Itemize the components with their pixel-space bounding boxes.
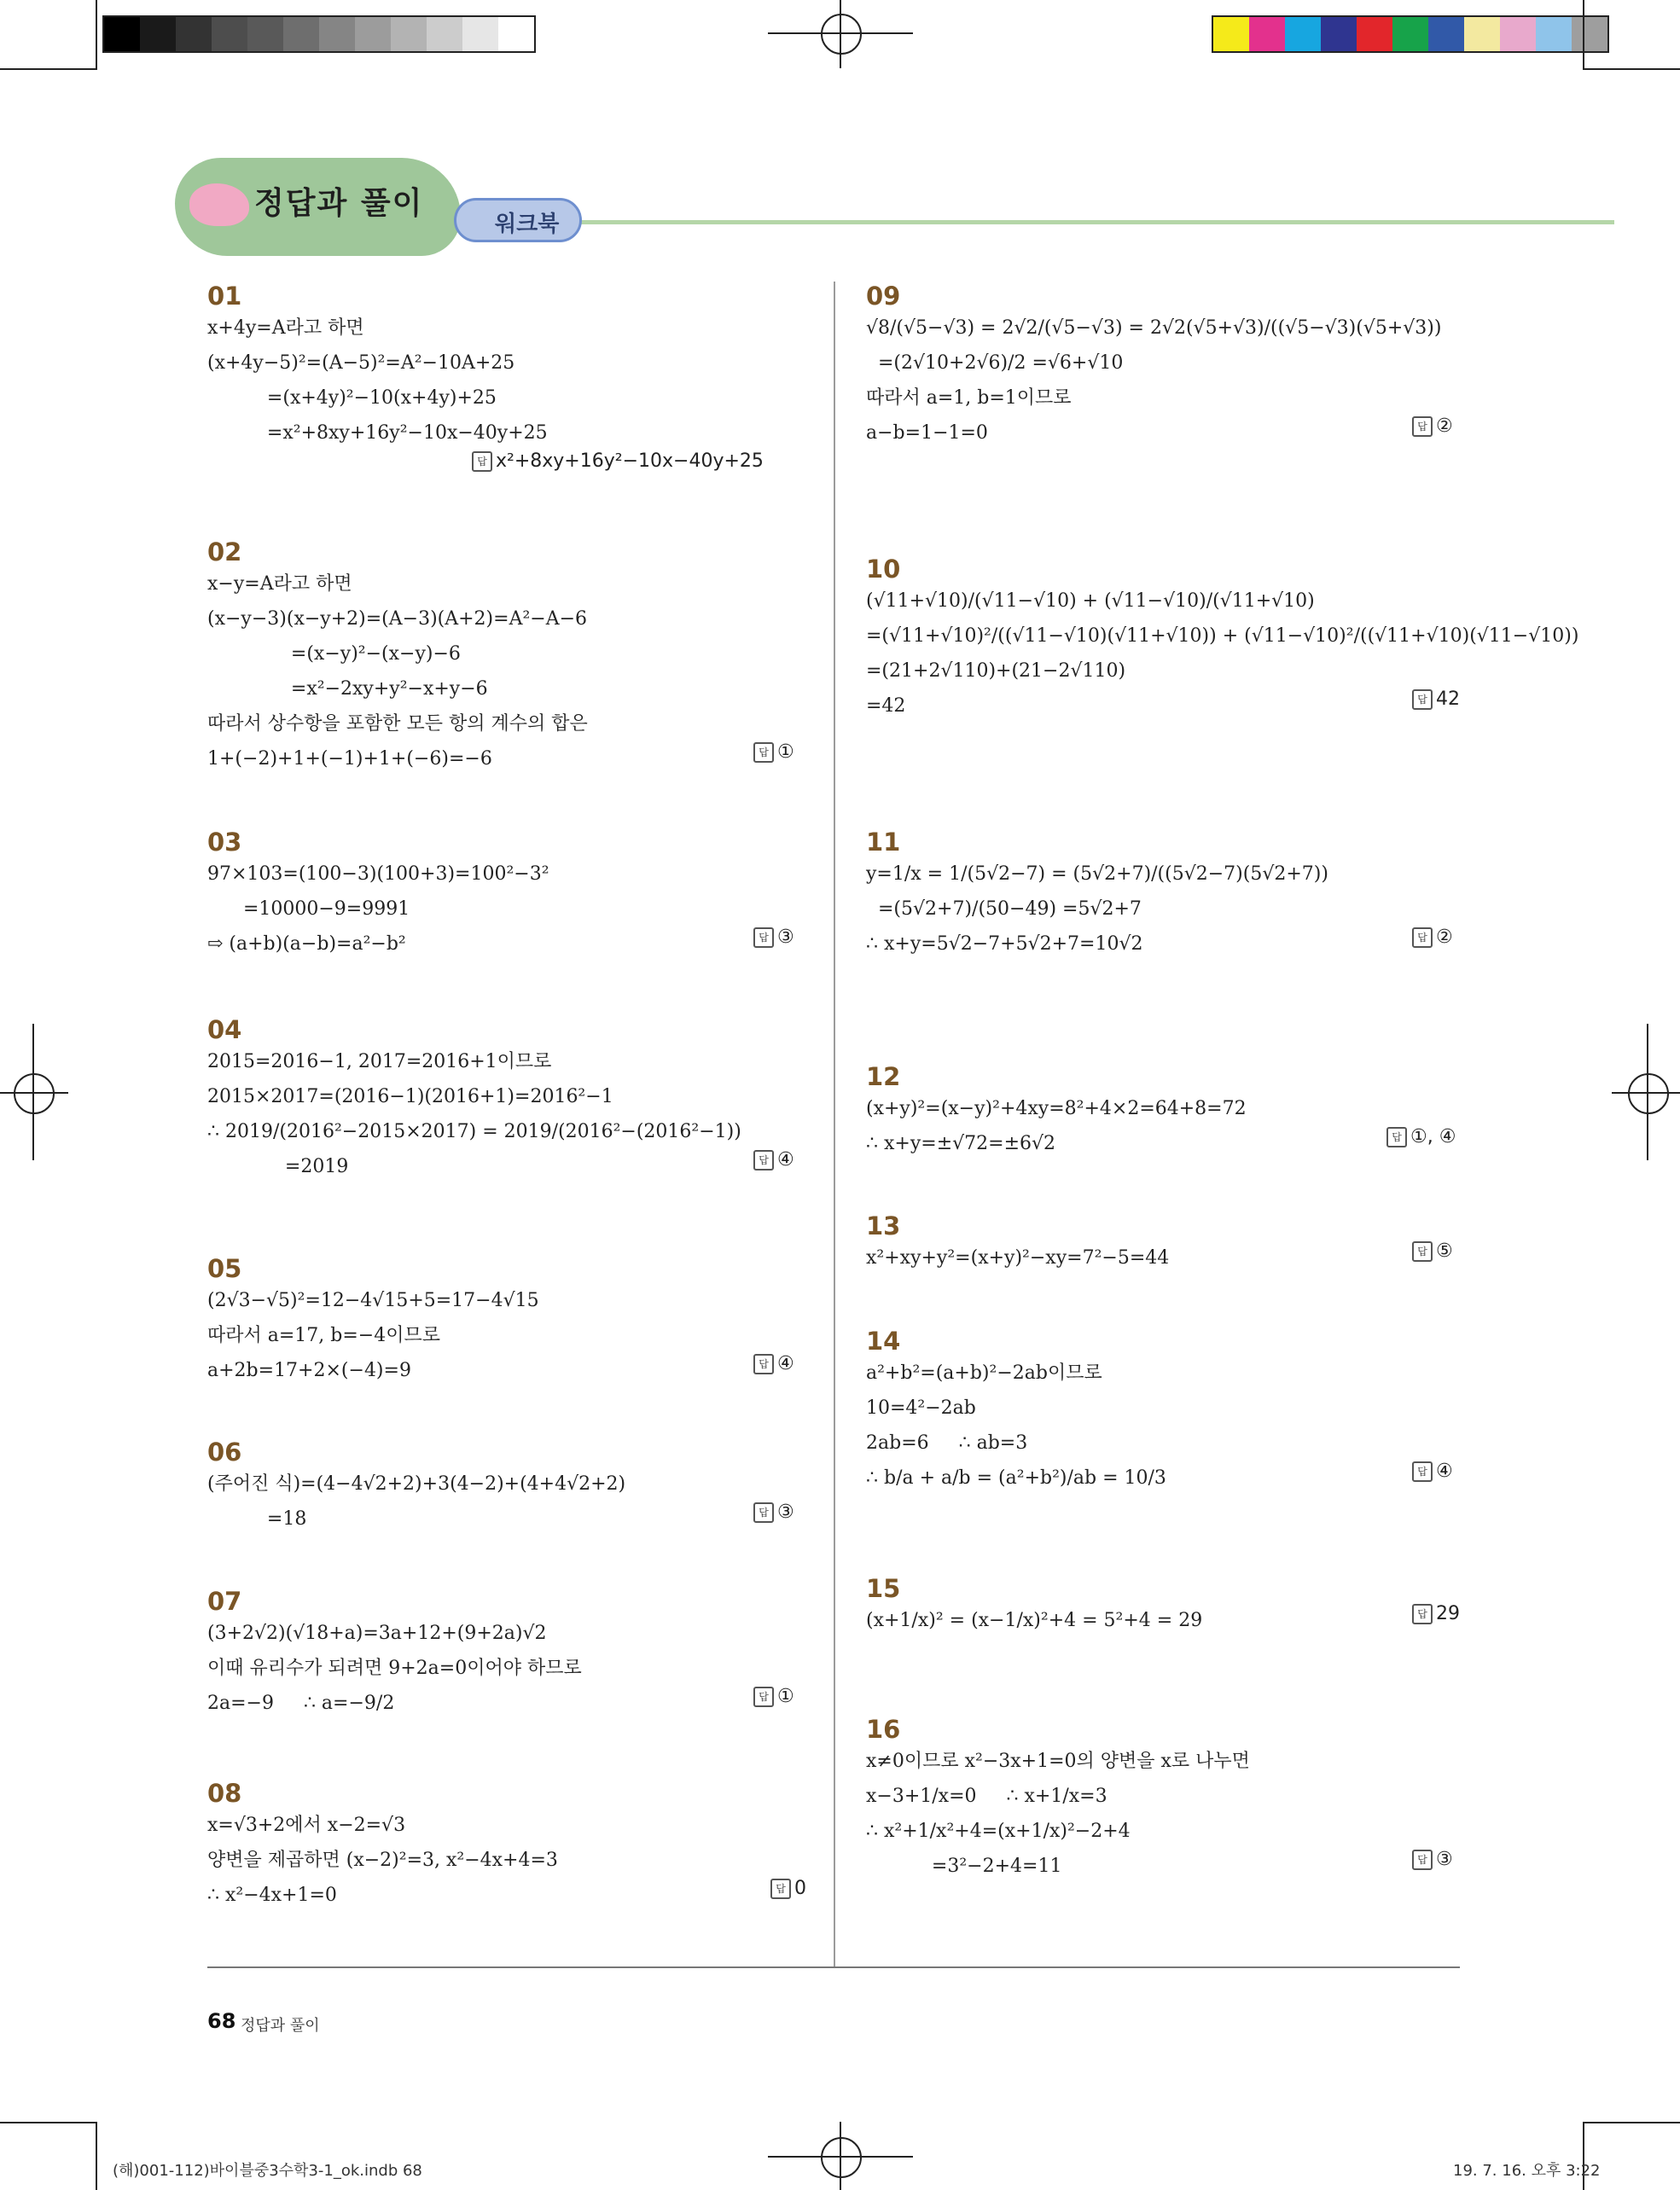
- answer: 답 ①: [753, 741, 794, 763]
- whale-mascot-icon: [189, 183, 249, 226]
- answer: 답 0: [770, 1878, 806, 1899]
- solution-line: ∴ x²−4x+1=0: [207, 1885, 337, 1906]
- calibration-swatch: [1464, 17, 1500, 51]
- problem-13: [866, 1211, 1453, 1275]
- registration-line: [1612, 1092, 1680, 1094]
- solution-line: a−b=1−1=0: [866, 422, 988, 444]
- problem-06: [207, 1438, 794, 1536]
- solution-line: y=1/x = 1/(5√2−7) = (5√2+7)/((5√2−7)(5√2+7)): [866, 863, 1328, 885]
- solution-lines: [207, 1044, 741, 1184]
- column-divider: [834, 282, 835, 1966]
- answer-mark-icon: 답: [1412, 927, 1433, 948]
- solution-line: a+2b=17+2×(−4)=9: [207, 1360, 411, 1381]
- problem-number: 03: [207, 828, 242, 857]
- problem-07: [207, 1587, 794, 1721]
- answer-mark-icon: 답: [1412, 1241, 1433, 1262]
- solution-line: =(x−y)²−(x−y)−6: [207, 643, 461, 665]
- answer: 답 ③: [753, 1502, 794, 1523]
- crop-mark: [96, 2122, 97, 2190]
- solution-line: ⇨ (a+b)(a−b)=a²−b²: [207, 933, 406, 955]
- calibration-swatch: [247, 17, 283, 51]
- solution-line: a²+b²=(a+b)²−2ab이므로: [866, 1362, 1102, 1384]
- solution-line: ∴ x²+1/x²+4=(x+1/x)²−2+4: [866, 1821, 1131, 1842]
- calibration-swatch: [1392, 17, 1428, 51]
- solution-line: =42: [866, 695, 906, 717]
- answer: 답 29: [1412, 1603, 1460, 1624]
- answer-mark-icon: 답: [753, 1687, 774, 1707]
- problem-08: [207, 1779, 806, 1913]
- solution-line: 따라서 상수항을 포함한 모든 항의 계수의 합은: [207, 713, 588, 735]
- solution-line: =(x+4y)²−10(x+4y)+25: [207, 387, 497, 409]
- answer-mark-icon: 답: [1412, 1850, 1433, 1870]
- solution-line: =2019: [207, 1156, 349, 1177]
- problem-01: [207, 282, 764, 472]
- problem-number: 10: [866, 555, 901, 584]
- problem-number: 01: [207, 282, 242, 311]
- calibration-swatch: [140, 17, 176, 51]
- answer: 답 ③: [1412, 1849, 1453, 1870]
- calibration-swatch: [283, 17, 319, 51]
- solution-line: x−3+1/x=0 ∴ x+1/x=3: [866, 1786, 1107, 1807]
- registration-mark: [821, 2137, 862, 2178]
- registration-mark: [821, 14, 862, 55]
- answer-mark-icon: 답: [753, 1150, 774, 1171]
- solution-line: =18: [207, 1508, 307, 1530]
- solution-lines: [866, 1240, 1169, 1275]
- solution-line: x=√3+2에서 x−2=√3: [207, 1815, 406, 1836]
- page-label: 정답과 풀이: [241, 2017, 320, 2035]
- problem-number: 13: [866, 1211, 901, 1240]
- calibration-swatch: [498, 17, 534, 51]
- solution-line: 97×103=(100−3)(100+3)=100²−3²: [207, 863, 549, 885]
- solution-lines: [866, 857, 1328, 961]
- solution-line: =10000−9=9991: [207, 898, 410, 920]
- crop-mark: [0, 2122, 96, 2123]
- solution-lines: [207, 566, 588, 776]
- calibration-swatch: [462, 17, 498, 51]
- answer: 답 ④: [1412, 1461, 1453, 1482]
- print-slug-date: 19. 7. 16. 오후 3:22: [1453, 2162, 1601, 2180]
- solution-lines: [207, 1283, 539, 1388]
- problem-number: 09: [866, 282, 901, 311]
- problem-number: 05: [207, 1254, 242, 1283]
- page-title: 정답과 풀이: [254, 186, 424, 221]
- solution-line: =x²+8xy+16y²−10x−40y+25: [207, 422, 548, 444]
- problem-15: [866, 1574, 1460, 1638]
- crop-mark: [1583, 0, 1584, 70]
- answer: 답 ①: [753, 1686, 794, 1707]
- calibration-swatch: [355, 17, 391, 51]
- problem-02: [207, 537, 794, 776]
- answer-mark-icon: 답: [1412, 1461, 1433, 1482]
- answer: 답 ③: [753, 927, 794, 948]
- answer: 답 ①, ④: [1386, 1126, 1456, 1147]
- answer-mark-icon: 답: [753, 1502, 774, 1523]
- solution-lines: [207, 1467, 625, 1536]
- problem-number: 12: [866, 1062, 901, 1091]
- registration-mark: [1628, 1073, 1669, 1114]
- problem-number: 07: [207, 1587, 242, 1616]
- solution-lines: [207, 311, 548, 450]
- answer-mark-icon: 답: [753, 927, 774, 948]
- problem-03: [207, 828, 794, 961]
- solution-line: 2015=2016−1, 2017=2016+1이므로: [207, 1051, 552, 1072]
- problem-05: [207, 1254, 794, 1388]
- solution-lines: [866, 311, 1441, 450]
- crop-mark: [96, 0, 97, 70]
- answer-mark-icon: 답: [753, 742, 774, 763]
- solution-lines: [207, 857, 549, 961]
- registration-line: [768, 2156, 913, 2158]
- calibration-swatch: [1572, 17, 1607, 51]
- calibration-swatch: [319, 17, 355, 51]
- solution-line: 따라서 a=1, b=1이므로: [866, 387, 1072, 409]
- calibration-swatch: [1321, 17, 1357, 51]
- registration-line: [840, 0, 841, 68]
- answer: 답 42: [1412, 688, 1460, 710]
- color-calibration-bar: [1212, 15, 1609, 53]
- problem-04: [207, 1015, 794, 1184]
- answer-mark-icon: 답: [770, 1879, 791, 1899]
- solution-line: =(√11+√10)²/((√11−√10)(√11+√10)) + (√11−√10)²/((√11+√10)(√11−√10)): [866, 625, 1579, 647]
- answer: 답 ④: [753, 1353, 794, 1374]
- solution-line: (x+4y−5)²=(A−5)²=A²−10A+25: [207, 352, 515, 374]
- problem-number: 14: [866, 1327, 901, 1356]
- footer-rule: [207, 1966, 1460, 1968]
- calibration-swatch: [1500, 17, 1536, 51]
- calibration-swatch: [391, 17, 427, 51]
- registration-mark: [14, 1073, 55, 1114]
- solution-line: 따라서 a=17, b=−4이므로: [207, 1325, 440, 1346]
- solution-lines: [207, 1808, 558, 1913]
- solution-line: 2ab=6 ∴ ab=3: [866, 1432, 1028, 1454]
- print-slug-file: (해)001-112)바이블중3수학3-1_ok.indb 68: [113, 2162, 422, 2180]
- problem-number: 16: [866, 1715, 901, 1744]
- problem-number: 06: [207, 1438, 242, 1467]
- solution-line: x≠0이므로 x²−3x+1=0의 양변을 x로 나누면: [866, 1751, 1250, 1772]
- solution-lines: [866, 1356, 1166, 1496]
- problem-09: [866, 282, 1453, 450]
- solution-line: (x−y−3)(x−y+2)=(A−3)(A+2)=A²−A−6: [207, 608, 588, 630]
- calibration-swatch: [1428, 17, 1464, 51]
- solution-line: √8/(√5−√3) = 2√2/(√5−√3) = 2√2(√5+√3)/((√5−√3)(√5+√3)): [866, 317, 1442, 339]
- solution-line: =3²−2+4=11: [866, 1856, 1062, 1877]
- calibration-swatch: [1249, 17, 1285, 51]
- problem-number: 02: [207, 537, 242, 566]
- solution-line: =(2√10+2√6)/2 =√6+√10: [866, 352, 1124, 374]
- problem-number: 08: [207, 1779, 242, 1808]
- solution-line: ∴ b/a + a/b = (a²+b²)/ab = 10/3: [866, 1467, 1166, 1489]
- solution-line: ∴ x+y=±√72=±6√2: [866, 1133, 1056, 1154]
- answer-mark-icon: 답: [1412, 416, 1433, 437]
- answer-mark-icon: 답: [753, 1354, 774, 1374]
- answer: 답 ②: [1412, 415, 1453, 437]
- solution-line: x−y=A라고 하면: [207, 573, 352, 595]
- calibration-swatch: [1285, 17, 1321, 51]
- solution-line: 10=4²−2ab: [866, 1397, 976, 1419]
- solution-line: (x+1/x)² = (x−1/x)²+4 = 5²+4 = 29: [866, 1610, 1203, 1631]
- answer-mark-icon: 답: [472, 451, 492, 472]
- header-rule: [580, 220, 1614, 224]
- problem-14: [866, 1327, 1453, 1496]
- solution-line: (2√3−√5)²=12−4√15+5=17−4√15: [207, 1290, 539, 1311]
- solution-line: x²+xy+y²=(x+y)²−xy=7²−5=44: [866, 1247, 1170, 1269]
- answer-mark-icon: 답: [1386, 1127, 1407, 1147]
- crop-mark: [1584, 2122, 1680, 2123]
- calibration-swatch: [1536, 17, 1572, 51]
- problem-16: [866, 1715, 1453, 1884]
- crop-mark: [0, 68, 96, 70]
- solution-line: (3+2√2)(√18+a)=3a+12+(9+2a)√2: [207, 1623, 547, 1644]
- solution-lines: [207, 1616, 582, 1721]
- answer: 답 ②: [1412, 927, 1453, 948]
- solution-line: (x+y)²=(x−y)²+4xy=8²+4×2=64+8=72: [866, 1098, 1247, 1119]
- answer: 답 x²+8xy+16y²−10x−40y+25: [472, 450, 764, 472]
- calibration-swatch: [212, 17, 247, 51]
- solution-line: ∴ 2019/(2016²−2015×2017) = 2019/(2016²−(2016²−1)): [207, 1121, 741, 1142]
- solution-line: 2a=−9 ∴ a=−9/2: [207, 1693, 395, 1714]
- answer: 답 ④: [753, 1149, 794, 1171]
- calibration-swatch: [104, 17, 140, 51]
- solution-line: x+4y=A라고 하면: [207, 317, 364, 339]
- calibration-swatch: [1357, 17, 1392, 51]
- crop-mark: [1584, 68, 1680, 70]
- solution-line: 이때 유리수가 되려면 9+2a=0이어야 하므로: [207, 1658, 582, 1679]
- answer-mark-icon: 답: [1412, 689, 1433, 710]
- solution-lines: [866, 584, 1578, 723]
- solution-line: 양변을 제곱하면 (x−2)²=3, x²−4x+4=3: [207, 1850, 558, 1871]
- solution-line: (주어진 식)=(4−4√2+2)+3(4−2)+(4+4√2+2): [207, 1473, 626, 1495]
- calibration-swatch: [1213, 17, 1249, 51]
- solution-line: =(21+2√110)+(21−2√110): [866, 660, 1126, 682]
- grayscale-calibration-bar: [102, 15, 536, 53]
- solution-lines: [866, 1603, 1202, 1638]
- solution-line: 1+(−2)+1+(−1)+1+(−6)=−6: [207, 748, 492, 770]
- solution-line: =x²−2xy+y²−x+y−6: [207, 678, 488, 700]
- solution-line: ∴ x+y=5√2−7+5√2+7=10√2: [866, 933, 1143, 955]
- calibration-swatch: [176, 17, 212, 51]
- answer: 답 ⑤: [1412, 1240, 1453, 1262]
- calibration-swatch: [427, 17, 462, 51]
- page-number: 68: [207, 2009, 236, 2033]
- problem-10: [866, 555, 1578, 723]
- registration-line: [768, 32, 913, 34]
- workbook-tab-label: 워크북: [495, 212, 560, 237]
- solution-lines: [866, 1091, 1247, 1161]
- solution-line: (√11+√10)/(√11−√10) + (√11−√10)/(√11+√10): [866, 590, 1315, 612]
- problem-number: 11: [866, 828, 901, 857]
- answer-mark-icon: 답: [1412, 1604, 1433, 1624]
- problem-12: [866, 1062, 1456, 1161]
- problem-11: [866, 828, 1453, 961]
- solution-lines: [866, 1744, 1250, 1884]
- registration-line: [0, 1092, 68, 1094]
- solution-line: =(5√2+7)/(50−49) =5√2+7: [866, 898, 1142, 920]
- problem-number: 04: [207, 1015, 242, 1044]
- problem-number: 15: [866, 1574, 901, 1603]
- solution-line: 2015×2017=(2016−1)(2016+1)=2016²−1: [207, 1086, 613, 1107]
